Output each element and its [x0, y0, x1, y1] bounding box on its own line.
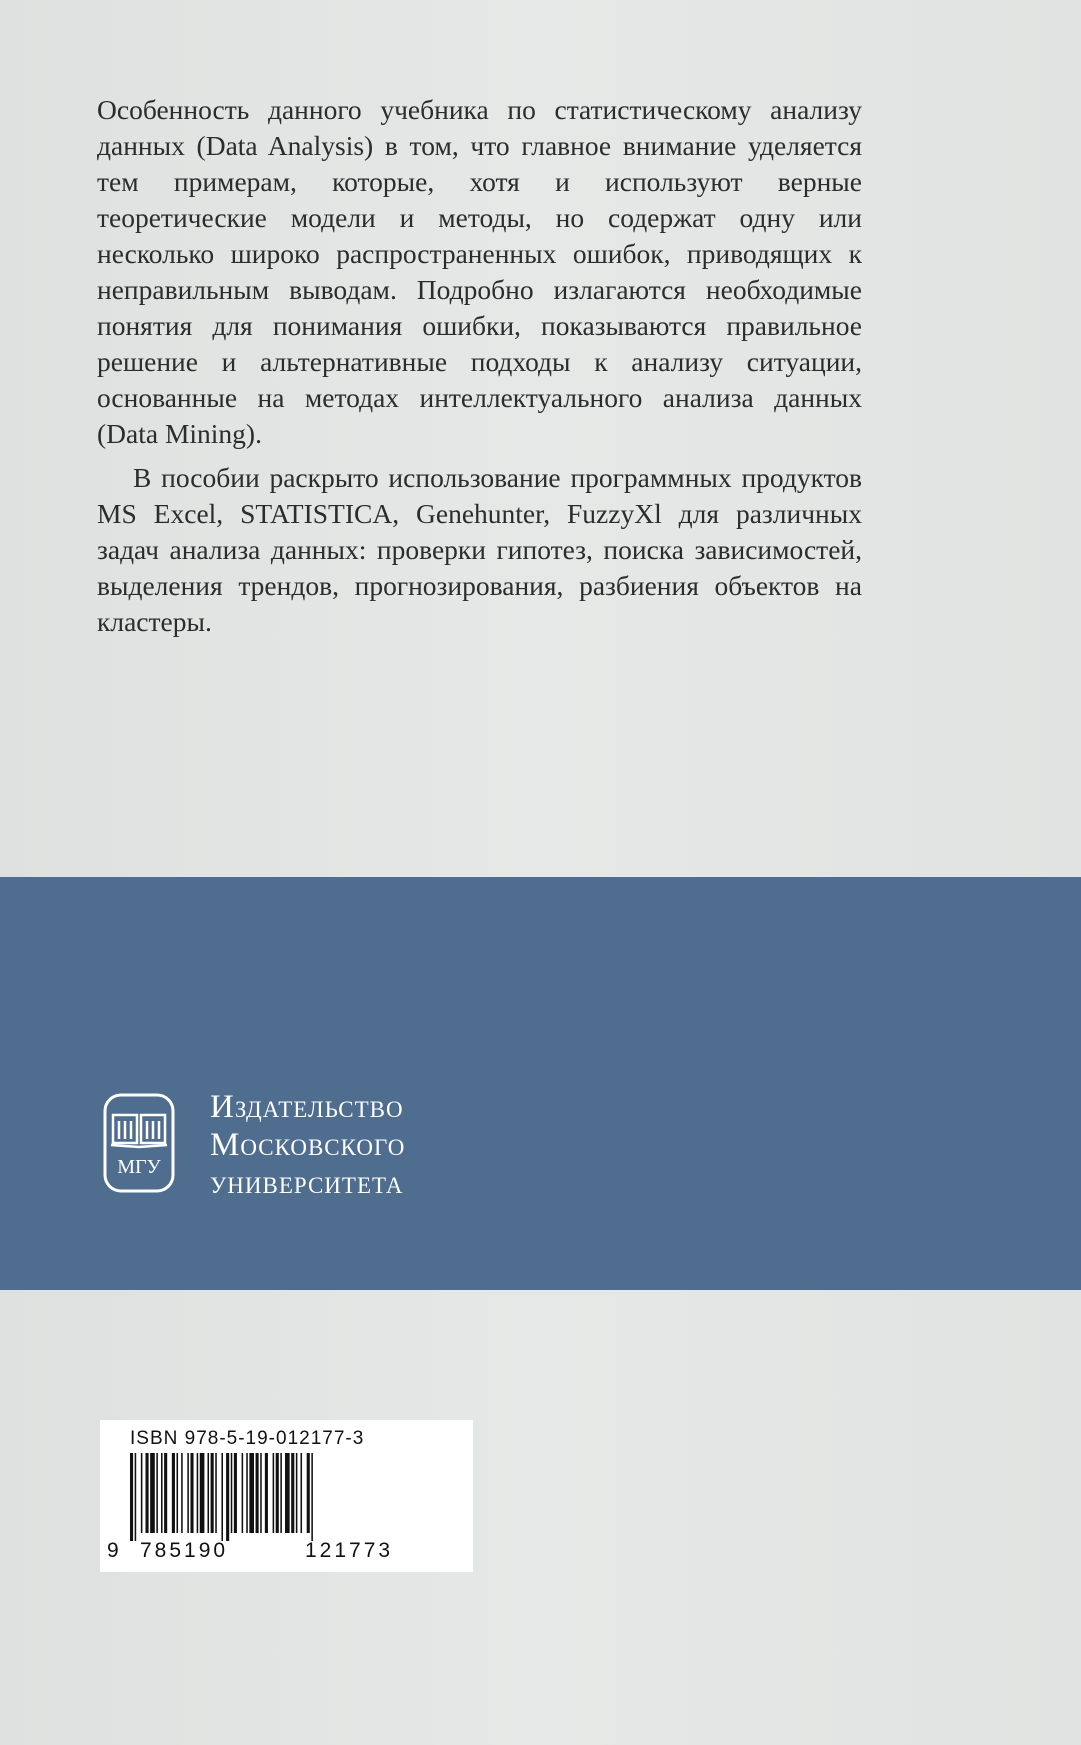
barcode-bar: [273, 1453, 275, 1533]
barcode-bar: [301, 1453, 303, 1533]
description-paragraph-1: Особенность данного учебника по статистическому анализу данных (Data Analysis) в том, что главное внимание уделяется тем примерам, которые, хотя и используют верные теоретические модели и методы, но содержат одну или несколько широко распространенных ошибок, приводящих к неправильным выводам. Подробно излагаются необходимые понятия для понимания ошибки, показываются правильное решение и альтернативные подходы к анализу ситуации, основанные на методах интеллектуального анализа данных (Data Mining).: [97, 94, 862, 449]
barcode-bar: [130, 1453, 133, 1541]
barcode-bar: [197, 1453, 199, 1533]
barcode-bar: [181, 1453, 183, 1533]
barcode-bar: [150, 1453, 155, 1533]
barcode-bar: [256, 1453, 259, 1533]
barcode-bar: [190, 1453, 193, 1533]
barcode-bar: [260, 1453, 262, 1533]
barcode-bar: [296, 1453, 298, 1533]
barcode-bar: [307, 1453, 310, 1533]
barcode-digit-group-2: 121773: [305, 1539, 394, 1562]
publisher-line-2: Московского: [210, 1127, 406, 1163]
isbn-text: ISBN 978-5-19-012177-3: [130, 1428, 365, 1449]
barcode-bar: [164, 1453, 167, 1533]
cover-description: [97, 92, 862, 648]
publisher-line-3: университета: [210, 1165, 404, 1201]
barcode-bar: [208, 1453, 210, 1533]
description-paragraph-2: В пособии раскрыто использование программных продуктов MS Excel, STATISTICA, Genehunter, FuzzyXl для различных задач анализа данных: проверки гипотез, поиска зависимостей, выделения трендов, прогнозирования, разбиения объектов на кластеры.: [97, 462, 862, 637]
barcode-bar: [135, 1453, 137, 1541]
publisher-band: [0, 877, 1081, 1290]
barcode-bar: [291, 1453, 294, 1533]
barcode-bar: [172, 1453, 175, 1533]
barcode-bar: [249, 1453, 254, 1533]
logo-text: МГУ: [117, 1156, 161, 1178]
barcode-bar: [246, 1453, 248, 1533]
barcode-bar: [242, 1453, 244, 1533]
barcode-bar: [265, 1453, 268, 1533]
barcode-bar: [156, 1453, 158, 1533]
barcode-bar: [221, 1453, 223, 1541]
barcode-bar: [187, 1453, 189, 1533]
barcode-bar: [141, 1453, 143, 1533]
barcode-digit-group-1: 785190: [140, 1539, 229, 1562]
barcode-bar: [215, 1453, 217, 1533]
publisher-name: [210, 1088, 405, 1202]
barcode-bar: [231, 1453, 233, 1533]
msu-publisher-logo: [103, 1093, 175, 1193]
barcode-bar: [211, 1453, 214, 1533]
barcode-bar: [177, 1453, 179, 1533]
barcode-bar: [276, 1453, 279, 1533]
barcode-digit-first: 9: [107, 1539, 122, 1562]
barcode-bars: [130, 1453, 460, 1541]
barcode-bar: [200, 1453, 205, 1533]
barcode-bar: [311, 1453, 313, 1541]
publisher-line-1: Издательство: [210, 1089, 404, 1125]
book-icon: [111, 1115, 167, 1147]
barcode-bar: [226, 1453, 229, 1541]
barcode-bar: [285, 1453, 290, 1533]
barcode-bar: [161, 1453, 163, 1533]
barcode-bar: [234, 1453, 237, 1533]
barcode-bar: [280, 1453, 282, 1533]
barcode-bar: [146, 1453, 149, 1533]
